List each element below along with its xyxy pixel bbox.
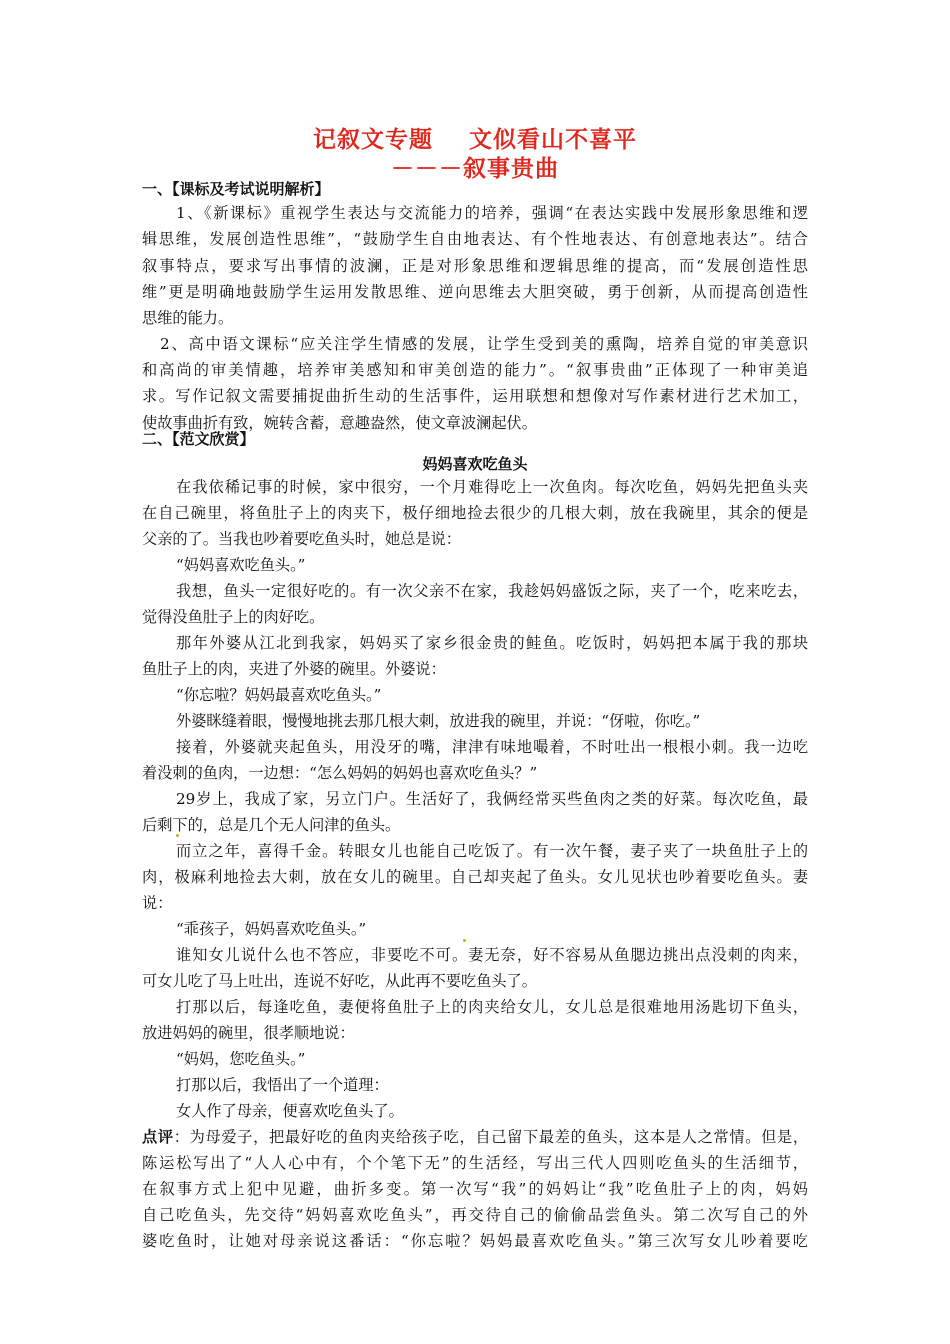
comment-label: 点评 [142, 1128, 174, 1146]
paragraph-line: 求。写作记叙文需要捕捉曲折生动的生活事件，运用联想和想像对写作素材进行艺术加工， [142, 387, 808, 405]
essay-line: 接着，外婆就夹起鱼头，用没牙的嘴，津津有味地嘬着，不时吐出一根根小刺。我一边吃 [176, 738, 808, 756]
essay-line: 说： [142, 894, 173, 912]
essay-line: 鱼肚子上的肉，夹进了外婆的碗里。外婆说： [142, 660, 446, 678]
comment-line: 婆吃鱼时，让她对母亲说这番话：“你忘啦？妈妈最喜欢吃鱼头。”第三次写女儿吵着要吃 [142, 1232, 808, 1250]
essay-line: 在自己碗里，将鱼肚子上的肉夹下，极仔细地捡去很少的几根大刺，放在我碗里，其余的便是 [142, 504, 808, 522]
comment-text: ：为母爱子，把最好吃的鱼肉夹给孩子吃，自己留下最差的鱼头，这本是人之常情。但是， [173, 1128, 809, 1146]
essay-line: 觉得没鱼肚子上的肉好吃。 [142, 608, 325, 626]
paragraph-line: 辑思维，发展创造性思维”，“鼓励学生自由地表达、有个性地表达、有创意地表达”。结合 [142, 230, 808, 248]
essay-line: 放进妈妈的碗里，很孝顺地说： [142, 1024, 355, 1042]
comment-line: 在叙事方式上犯中见避，曲折多变。第一次写“我”的妈妈让“我”吃鱼肚子上的肉，妈妈 [142, 1180, 808, 1198]
essay-line: “乖孩子，妈妈喜欢吃鱼头。” [176, 920, 367, 938]
comment-line: 陈运松写出了“人人心中有，个个笔下无”的生活经，写出三代人四则吃鱼头的生活细节， [142, 1154, 808, 1172]
paragraph-line: 和高尚的审美情趣，培养审美感知和审美创造的能力”。“叙事贵曲”正体现了一种审美追 [142, 361, 808, 379]
document-subtitle: －－－叙事贵曲 [391, 156, 559, 182]
paragraph-line: 使故事曲折有致，婉转含蓄，意趣盎然，使文章波澜起伏。 [142, 414, 537, 432]
title-main: 记叙文专题 [313, 127, 433, 153]
essay-line: “妈妈，您吃鱼头。” [176, 1050, 306, 1068]
title-main-2: 文似看山不喜平 [469, 127, 637, 153]
essay-line: 外婆眯缝着眼，慢慢地挑去那几根大刺，放进我的碗里，并说：“伢啦，你吃。” [176, 712, 701, 730]
essay-line: 谁知女儿说什么也不答应，非要吃不可。妻无奈，好不容易从鱼腮边挑出点没刺的肉来， [176, 946, 808, 964]
paragraph-line: 1、《新课标》重视学生表达与交流能力的培养，强调“在表达实践中发展形象思维和逻 [176, 204, 808, 222]
essay-line: 那年外婆从江北到我家，妈妈买了家乡很金贵的鲑鱼。吃饭时，妈妈把本属于我的那块 [176, 634, 808, 652]
paragraph-line: 思维的能力。 [142, 309, 234, 327]
essay-line: “你忘啦？妈妈最喜欢吃鱼头。” [176, 686, 382, 704]
essay-line: 打那以后，我悟出了一个道理： [176, 1076, 389, 1094]
comment-line: 自己吃鱼头，先交待“妈妈喜欢吃鱼头”，再交待自己的偷偷品尝鱼头。第二次写自己的外 [142, 1206, 808, 1224]
paragraph-line: 2、高中语文课标“应关注学生情感的发展，让学生受到美的熏陶，培养自觉的审美意识 [160, 335, 808, 353]
essay-line: 着没刺的鱼肉，一边想：“怎么妈妈的妈妈也喜欢吃鱼头？” [142, 764, 538, 782]
essay-line: 后剩下的，总是几个无人问津的鱼头。 [142, 816, 401, 834]
stray-mark [176, 834, 179, 837]
essay-line: “妈妈喜欢吃鱼头。” [176, 556, 306, 574]
essay-line: 29岁上，我成了家，另立门户。生活好了，我俩经常买些鱼肉之类的好菜。每次吃鱼，最 [176, 790, 808, 808]
essay-line: 而立之年，喜得千金。转眼女儿也能自己吃饭了。有一次午餐，妻子夹了一块鱼肚子上的 [176, 842, 808, 860]
stray-mark [463, 939, 466, 942]
paragraph-line: 叙事特点，要求写出事情的波澜，正是对形象思维和逻辑思维的提高，而“发展创造性思 [142, 257, 808, 275]
section-heading-standards: 一、【课标及考试说明解析】 [142, 180, 330, 198]
essay-line: 父亲的了。当我也吵着要吃鱼头时，她总是说： [142, 530, 461, 548]
section-heading-model-essay: 二、【范文欣赏】 [142, 430, 255, 448]
paragraph-line: 维”更是明确地鼓励学生运用发散思维、逆向思维去大胆突破，勇于创新，从而提高创造性 [142, 283, 808, 301]
essay-line: 女人作了母亲，便喜欢吃鱼头了。 [176, 1102, 404, 1120]
essay-line: 我想，鱼头一定很好吃的。有一次父亲不在家，我趁妈妈盛饭之际，夹了一个，吃来吃去， [176, 582, 808, 600]
essay-line: 在我依稀记事的时候，家中很穷，一个月难得吃上一次鱼肉。每次吃鱼，妈妈先把鱼头夹 [176, 478, 808, 496]
essay-line: 肉，极麻利地捡去大刺，放在女儿的碗里。自己却夹起了鱼头。女儿见状也吵着要吃鱼头。妻 [142, 868, 808, 886]
essay-title: 妈妈喜欢吃鱼头 [422, 455, 528, 473]
essay-line: 打那以后，每逢吃鱼，妻便将鱼肚子上的肉夹给女儿，女儿总是很难地用汤匙切下鱼头， [176, 998, 808, 1016]
essay-line: 可女儿吃了马上吐出，连说不好吃，从此再不要吃鱼头了。 [142, 972, 537, 990]
comment-line [142, 1128, 808, 1146]
